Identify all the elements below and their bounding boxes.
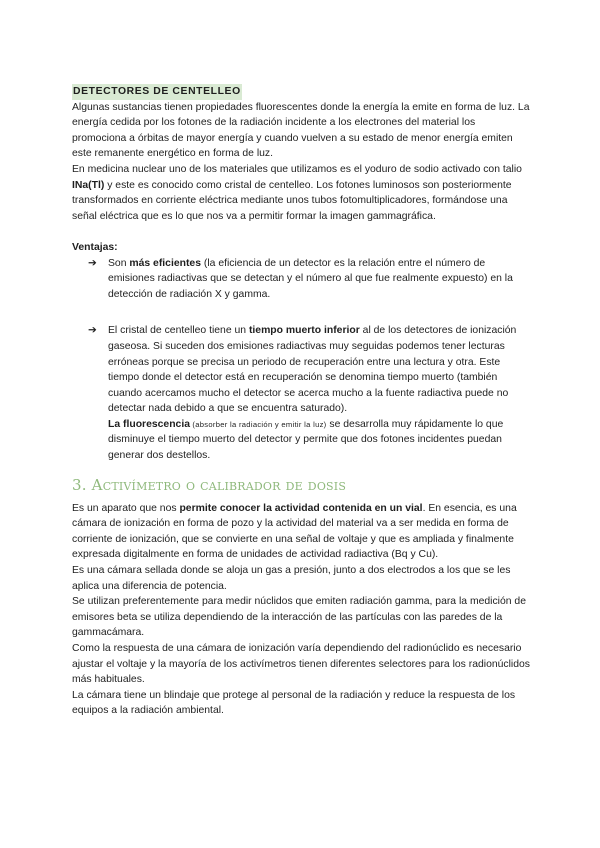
document-page <box>72 84 532 719</box>
bold-text: más eficientes <box>129 257 201 269</box>
arrow-right-icon: ➔ <box>88 256 97 269</box>
bold-text: tiempo muerto inferior <box>248 325 360 337</box>
paragraph-fluorescence-intro: Algunas sustancias tienen propiedades fluorescentes donde la energía la emite en forma de luz. La energía cedida por los fotones de la radiación incidente a los electrones del material los promociona a órbitas de mayor energía y cuando vuelven a su estado de menor energía emiten este remanente energético en forma de luz. <box>72 101 530 160</box>
text-run: al de los detectores de ionización gaseosa. Si suceden dos emisiones radiactivas muy seguidas podemos tener lecturas erróneas porque se precisa un periodo de recuperación entre una lectura y otra. Este tiempo donde el detector está en recuperación se denomina tiempo muerto (también cuando acercamos mucho el detector se acerca mucho a la fuente radiactiva puede no detectar nada debido a que se encuentra saturado). <box>108 325 517 415</box>
paragraph-sealed-chamber: Es una cámara sellada donde se aloja un gas a presión, junto a dos electrodos a los que se les aplica una diferencia de potencia. <box>72 565 511 592</box>
text-run: se desarrolla muy rápidamente lo que disminuye el tiempo muerto del detector y permite que dos fotones incidentes puedan generar dos destellos. <box>108 418 504 462</box>
list-item <box>72 323 532 463</box>
small-note: (absorber la radiación y emitir la luz) <box>190 419 327 429</box>
advantages-list-2 <box>72 323 532 463</box>
list-item <box>72 256 532 303</box>
paragraph-voltage-adjust: Como la respuesta de una cámara de ionización varía dependiendo del radionúclido es necesario ajustar el voltaje y la mayoría de los activímetros tienen diferentes selectores para los radionúclidos más habituales. <box>72 643 530 686</box>
bold-text: La fluorescencia <box>108 418 191 430</box>
section-title-activimetro: 3. Activímetro o calibrador de dosis <box>72 475 347 494</box>
text-run: El cristal de centelleo tiene un <box>108 325 249 337</box>
spacer <box>72 224 532 240</box>
advantages-list <box>72 256 532 303</box>
text-run: Es un aparato que nos <box>72 502 180 514</box>
text-run: (la eficiencia de un detector es la relación entre el número de emisiones radiactivas que se detectan y el número al que fue realmente expuesto) en la detección de radiación X y gamma. <box>108 257 513 300</box>
spacer <box>72 302 532 323</box>
text-run: En medicina nuclear uno de los materiales que utilizamos es el yoduro de sodio activado con talio <box>72 163 522 175</box>
paragraph-gamma-usage: Se utilizan preferentemente para medir núclidos que emiten radiación gamma, para la medición de emisores beta se utiliza dependiendo de la interacción de las partículas con las paredes de la gammacámara. <box>72 596 526 639</box>
heading-highlight: DETECTORES DE CENTELLEO <box>72 84 242 100</box>
paragraph-shielding: La cámara tiene un blindaje que protege al personal de la radiación y reduce la respuesta de los equipos a la radiación ambiental. <box>72 689 516 717</box>
section-heading-detectores <box>72 84 532 100</box>
bold-formula: INa(Tl) <box>72 179 105 191</box>
paragraph-activimetro-intro <box>72 501 532 563</box>
text-run: y este es conocido como cristal de centelleo. Los fotones luminosos son posteriormente transformados en corriente eléctrica mediante unos tubos fotomultiplicadores, formándose una señal eléctrica que es lo que nos va a permitir formar la imagen gammagráfica. <box>72 179 512 222</box>
paragraph-sodium-iodide <box>72 162 532 224</box>
bold-text: permite conocer la actividad contenida en un vial <box>179 502 423 514</box>
text-run: . En esencia, es una cámara de ionización en forma de pozo y la actividad del material va a ser medida en forma de corriente de ionización, que se convierte en una señal de voltaje y que es ampliada y finalmente expresada digitalmente en forma de unidades de actividad radiactiva (Bq y Cu). <box>72 502 517 561</box>
arrow-right-icon: ➔ <box>88 324 97 337</box>
text-run: Son <box>108 257 130 269</box>
ventajas-title: Ventajas: <box>72 241 118 253</box>
